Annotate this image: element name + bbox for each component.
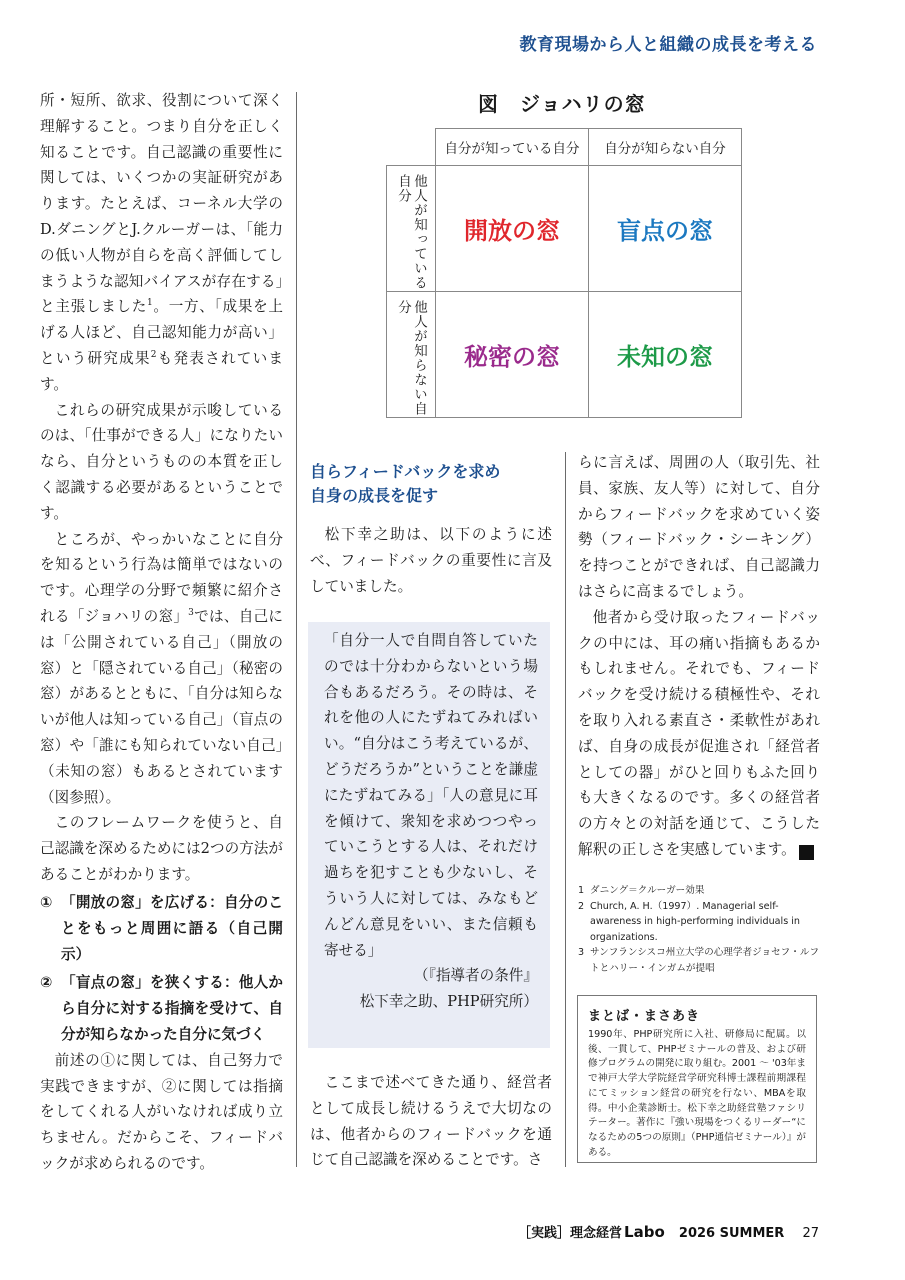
paragraph: このフレームワークを使うと、自己認識を深めるためには2つの方法があることがわかります。: [40, 814, 283, 883]
open-window: 開放の窓: [436, 166, 589, 292]
column-header-self-unknown: 自分が知らない自分: [589, 129, 742, 166]
page-number: 27: [802, 1226, 819, 1241]
middle-column-conclusion: ここまで述べてきた通り、経営者として成長し続けるうえで大切なのは、他者からのフィードバックを通じて自己認識を深めることです。さ: [310, 1074, 552, 1169]
footnote: 2 Church, A. H.（1997）. Managerial self-awareness in high-performing individuals in organizations.: [578, 900, 800, 943]
page-footer: ［実践］理念経営 Labo 2026 SUMMER 27: [518, 1223, 819, 1241]
row-header-others-known: 他人が知っている自分: [387, 166, 436, 292]
right-column: [578, 450, 820, 863]
end-mark-icon: L: [799, 845, 814, 860]
middle-column-intro: 松下幸之助は、以下のように述べ、フィードバックの重要性に言及していました。: [310, 526, 552, 595]
unknown-window: 未知の窓: [589, 292, 742, 418]
quote-block: 「自分一人で自問自答していたのでは十分わからないという場合もあるだろう。その時は、それを他の人にたずねてみればいい。“自分はこう考えているが、どうだろうか”ということを謙虚にたずねてみる」「人の意見に耳を傾けて、衆知を求めつつやっていこうとする人は、それだけ過ちを犯すことも少ないし、そういう人に対しては、みなもどんどん意見をいい、また信頼も寄せる」 （『指導者の条件』 松下幸之助、PHP研究所）: [324, 632, 538, 1011]
johari-window-diagram: [386, 128, 742, 418]
list-item: ② 「盲点の窓」を狭くする：他人から自分に対する指摘を受けて、自分が知らなかった自分に気づく: [40, 973, 283, 1043]
footnote: 3 サンフランシスコ州立大学の心理学者ジョセフ・ルフトとハリー・インガムが提唱: [578, 947, 820, 974]
list-item: ① 「開放の窓」を広げる：自分のことをもっと周囲に語る（自己開示）: [40, 893, 283, 963]
left-column: [40, 88, 283, 1177]
author-profile-box: [577, 995, 817, 1163]
paragraph: 他者から受け取ったフィードバックの中には、耳の痛い指摘もあるかもしれません。それでも、フィードバックを受け続ける積極性や、それを取り入れる素直さ・柔軟性があれば、自身の成長が促進され「経営者としての器」がひと回りもふた回りも大きくなるのです。多くの経営者の方々との対話を通じて、こうした解釈の正しさを実感しています。 L: [578, 608, 821, 859]
column-divider-right: [565, 452, 566, 1167]
column-divider-left: [296, 92, 297, 1167]
paragraph: 前述の①に関しては、自己努力で実践できますが、②に関しては指摘をしてくれる人がいなければ成り立ちません。だからこそ、フィードバックが求められるのです。: [40, 1051, 283, 1172]
section-subheading: 自らフィードバックを求め 自身の成長を促す: [310, 462, 501, 505]
paragraph: らに言えば、周囲の人（取引先、社員、家族、友人等）に対して、自分からフィードバックを求めていく姿勢（フィードバック・シーキング）を持つことができれば、自己認識力はさらに高まるでしょう。: [578, 454, 820, 600]
paragraph: これらの研究成果が示唆しているのは、「仕事ができる人」になりたいなら、自分というものの本質を正しく認識する必要があるということです。: [40, 401, 283, 522]
paragraph: ところが、やっかいなことに自分を知るという行為は簡単ではないのです。心理学の分野で頻繁に紹介される「ジョハリの窓」$^3$では、自己には「公開されている自己」（開放の窓）と「隠されている自己」（秘密の窓）があるとともに、「自分は知らないが他人は知っている自己」（盲点の窓）や「誰にも知られていない自己」（未知の窓）もあるとされています（図参照）。: [40, 530, 283, 806]
footnote: 1 ダニング＝クルーガー効果: [578, 885, 705, 896]
row-header-others-unknown: 他人が知らない自分: [387, 292, 436, 418]
author-bio: 1990年、PHP研究所に入社、研修局に配属。以後、一貫して、PHPゼミナールの普及、および研修プログラムの開発に取り組む。2001 ～ '03年まで神戸大学大学院経営学研究科博士課程前期課程にてミッション経営の研究を行ない、MBAを取得。中小企業診断士。松下幸之助経営塾ファシリテーター。著作に『強い現場をつくるリーダー“になるための5つの原則』（PHP通信ゼミナール）』がある。: [588, 1029, 806, 1158]
author-name: まとば・まさあき: [588, 1009, 701, 1024]
page-header-title: 教育現場から人と組織の成長を考える: [519, 35, 817, 55]
footnotes: [578, 883, 828, 976]
figure-title: 図 ジョハリの窓: [478, 92, 646, 116]
hidden-window: 秘密の窓: [436, 292, 589, 418]
blind-window: 盲点の窓: [589, 166, 742, 292]
paragraph: 所・短所、欲求、役割について深く理解すること。つまり自分を正しく知ることです。自己認識の重要性に関しては、いくつかの実証研究があります。たとえば、コーネル大学のD.ダニングとJ.クルーガーは、「能力の低い人物が自らを高く評価してしまうような認知バイアスが存在する」と主張しました$^1$。一方、「成果を上げる人ほど、自己認知能力が高い」という研究成果$^2$も発表されています。: [40, 92, 283, 393]
column-header-self-known: 自分が知っている自分: [436, 129, 589, 166]
